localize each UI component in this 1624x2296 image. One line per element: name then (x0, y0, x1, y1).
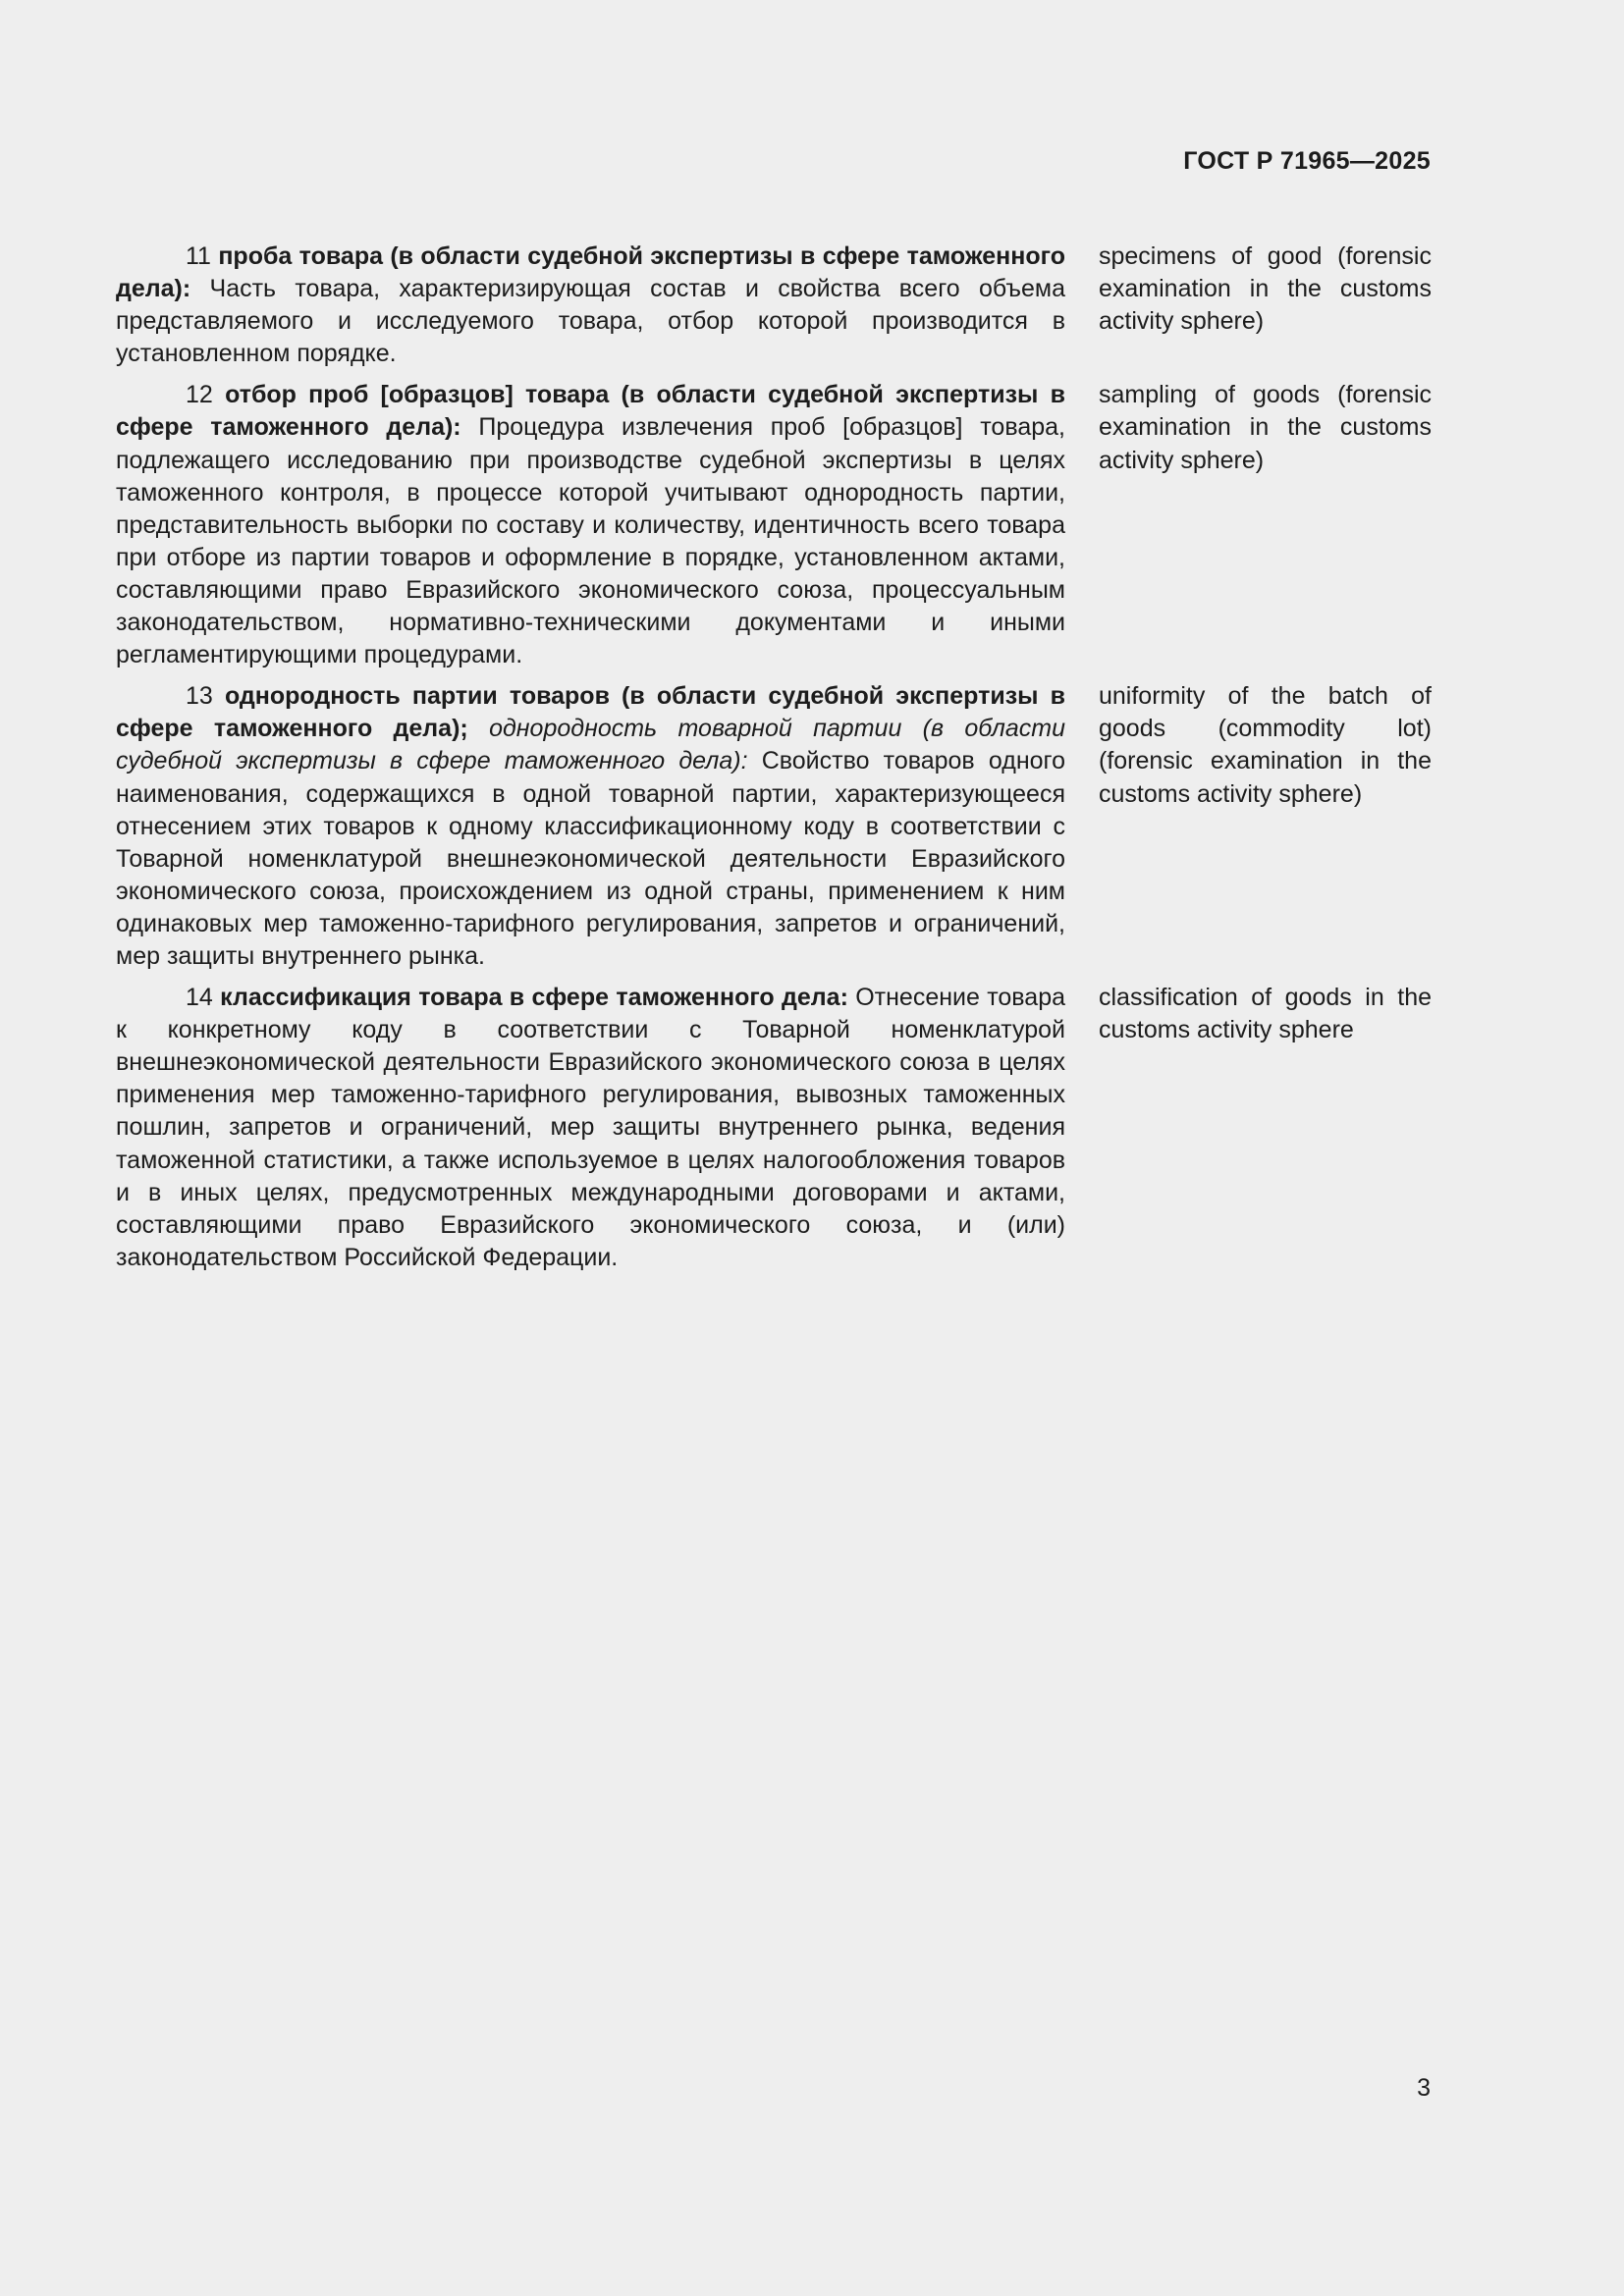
term-entry-ru (116, 680, 1065, 973)
term-definition: Часть товара, характеризирующая состав и свойства всего объема представляемого и исследуемого товара, отбор которой производится в установленном порядке. (116, 275, 1065, 368)
term-title: проба товара (в области судебной экспертизы в сфере таможенного дела): (116, 242, 1065, 303)
term-definition: Свойство товаров одного наименования, содержащихся в одной товарной партии, характеризующееся отнесением этих товаров к одному классификационному коду в соответствии с Товарной номенклатурой внешнеэкономической деятельности Евразийского экономического союза, происхождением из одной страны, применением к ним одинаковых мер таможенно-тарифного регулирования, запретов и ограничений, мер защиты внутреннего рынка. (116, 747, 1065, 970)
term-title: классификация товара в сфере таможенного дела: (220, 984, 848, 1012)
term-entry-14 (116, 982, 1432, 1274)
term-entry-12 (116, 379, 1432, 671)
term-entry-ru (116, 240, 1065, 370)
term-definition: Отнесение товара к конкретному коду в соответствии с Товарной номенклатурой внешнеэкономической деятельности Евразийского экономического союза в целях применения мер таможенно-тарифного регулирования, вывозных таможенных пошлин, запретов и ограничений, мер защиты внутреннего рынка, ведения таможенной статистики, а также используемое в целях налогообложения товаров и в иных целях, предусмотренных международными договорами и актами, составляющими право Евразийского экономического союза, и (или) законодательством Российской Федерации. (116, 984, 1065, 1271)
term-english: sampling of goods (forensic examination in the customs activity sphere) (1099, 381, 1432, 474)
term-number: 14 (186, 984, 213, 1012)
term-definition: Процедура извлечения проб [образцов] товара, подлежащего исследованию при производстве судебной экспертизы в целях таможенного контроля, в процессе которой учитывают однородность партии, представительность выборки по составу и количеству, идентичность всего товара при отборе из партии товаров и оформление в порядке, установленном актами, составляющими право Евразийского экономического союза, процессуальным законодательством, нормативно-техническими документами и иными регламентирующими процедурами. (116, 413, 1065, 669)
term-alt-title: однородность товарной партии (в области судебной экспертизы в сфере таможенного дела): (116, 715, 1065, 775)
term-english: classification of goods in the customs activity sphere (1099, 984, 1432, 1044)
page-number: 3 (1417, 2074, 1431, 2102)
term-number: 13 (186, 682, 213, 711)
term-number: 12 (186, 381, 213, 409)
term-entry-ru (116, 379, 1065, 671)
term-list (116, 240, 1432, 1283)
term-title: однородность партии товаров (в области судебной экспертизы в сфере таможенного дела); (116, 682, 1065, 743)
term-title: отбор проб [образцов] товара (в области судебной экспертизы в сфере таможенного дела): (116, 381, 1065, 442)
term-entry-ru (116, 982, 1065, 1274)
term-english: uniformity of the batch of goods (commodity lot) (forensic examination in the customs activity sphere) (1099, 682, 1432, 808)
term-english: specimens of good (forensic examination in the customs activity sphere) (1099, 242, 1432, 336)
term-entry-13 (116, 680, 1432, 973)
term-entry-11 (116, 240, 1432, 370)
term-number: 11 (186, 242, 211, 270)
document-code: ГОСТ Р 71965—2025 (1183, 147, 1431, 175)
